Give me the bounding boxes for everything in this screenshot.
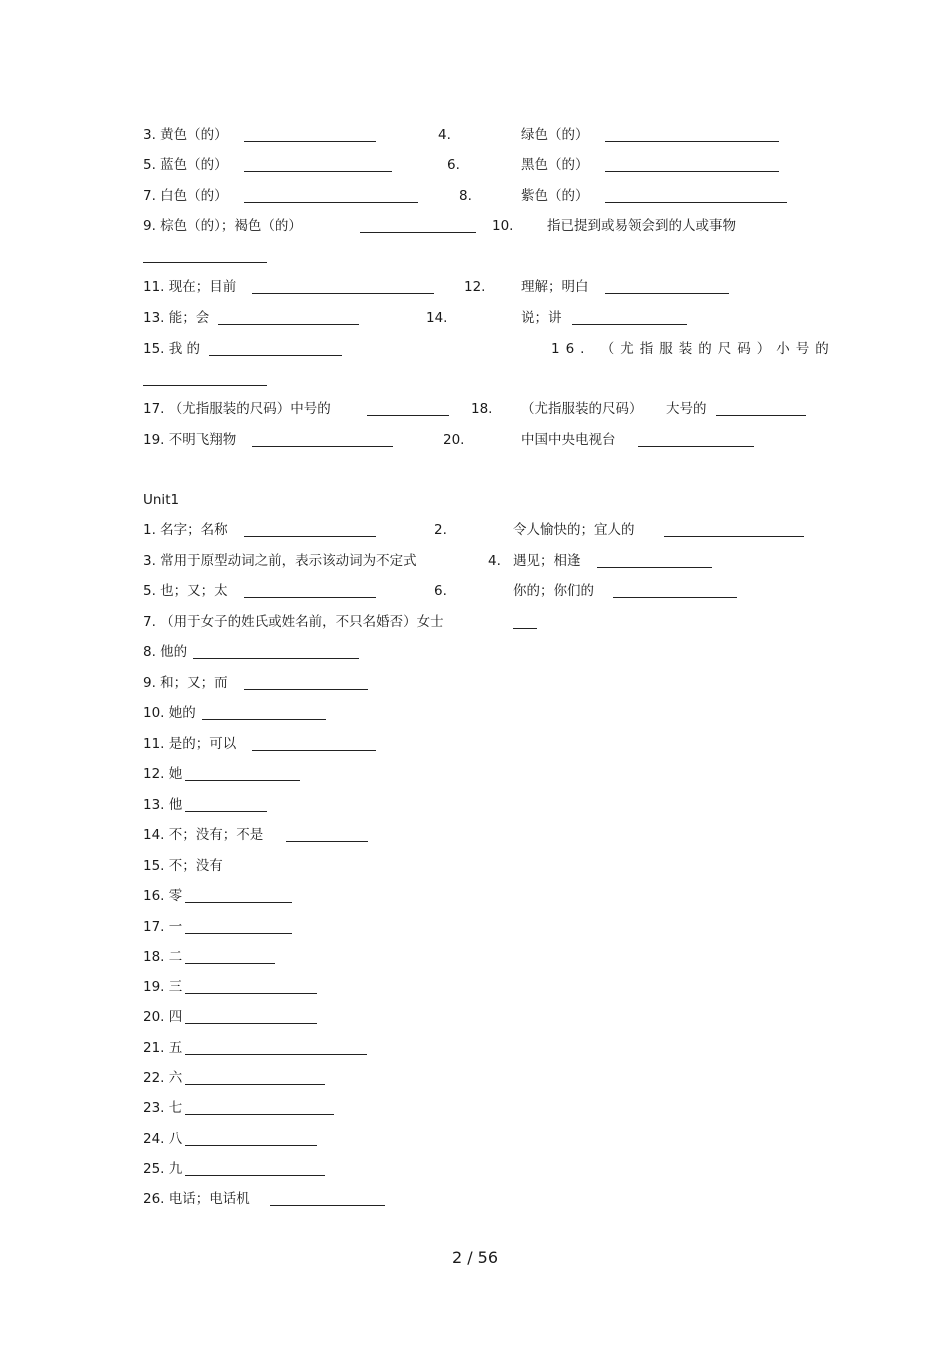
- answer-blank[interactable]: [605, 128, 779, 142]
- unit1-item-3: 3. 常用于原型动词之前，表示该动词为不定式: [143, 553, 417, 569]
- answer-blank[interactable]: [244, 523, 376, 537]
- answer-blank[interactable]: [613, 584, 737, 598]
- unit1-item-5: 5. 也；又；太: [143, 583, 228, 599]
- answer-blank[interactable]: [185, 1162, 325, 1176]
- answer-blank[interactable]: [513, 615, 537, 629]
- answer-blank[interactable]: [185, 1071, 325, 1085]
- vocab-item-17: 17. （尤指服装的尺码）中号的: [143, 401, 331, 417]
- unit1-item-10: 10. 她的: [143, 705, 196, 721]
- answer-blank[interactable]: [664, 523, 804, 537]
- unit1-item-22: 22. 六: [143, 1070, 183, 1086]
- answer-blank[interactable]: [244, 128, 376, 142]
- answer-blank[interactable]: [572, 311, 687, 325]
- answer-blank[interactable]: [605, 189, 787, 203]
- answer-blank[interactable]: [202, 706, 326, 720]
- page-number: 2 / 56: [451, 1248, 499, 1267]
- vocab-item-16: 16. （尤指服装的尺码）小号的: [551, 341, 835, 357]
- vocab-item-5: 5. 蓝色（的）: [143, 157, 228, 173]
- item-number: 4.: [438, 127, 451, 143]
- answer-blank[interactable]: [638, 433, 754, 447]
- answer-blank[interactable]: [286, 828, 368, 842]
- unit1-item-13: 13. 他: [143, 797, 183, 813]
- unit1-item-17: 17. 一: [143, 919, 183, 935]
- unit1-item-26: 26. 电话；电话机: [143, 1191, 250, 1207]
- unit1-item-16: 16. 零: [143, 888, 183, 904]
- answer-blank[interactable]: [185, 980, 317, 994]
- answer-blank[interactable]: [185, 889, 292, 903]
- answer-blank[interactable]: [605, 158, 779, 172]
- answer-blank[interactable]: [185, 920, 292, 934]
- unit1-item-11: 11. 是的；可以: [143, 736, 237, 752]
- vocab-item-18: （尤指服装的尺码）: [521, 401, 643, 417]
- item-number: 4.: [488, 553, 501, 569]
- answer-blank[interactable]: [244, 584, 376, 598]
- answer-blank[interactable]: [143, 372, 267, 386]
- unit1-item-4: 遇见；相逢: [513, 553, 581, 569]
- unit1-item-7: 7. （用于女子的姓氏或姓名前，不只名婚否）女士: [143, 614, 444, 630]
- item-number: 18.: [471, 401, 493, 417]
- vocab-item-9: 9. 棕色（的）；褐色（的）: [143, 218, 302, 234]
- unit1-item-25: 25. 九: [143, 1161, 183, 1177]
- item-number: 20.: [443, 432, 465, 448]
- answer-blank[interactable]: [185, 1010, 317, 1024]
- unit1-item-15: 15. 不；没有: [143, 858, 223, 874]
- vocab-item-11: 11. 现在；目前: [143, 279, 237, 295]
- answer-blank[interactable]: [597, 554, 712, 568]
- vocab-item-14: 说；讲: [521, 310, 562, 326]
- vocab-item-10: 指已提到或易领会到的人或事物: [547, 218, 736, 234]
- item-number: 2.: [434, 522, 447, 538]
- item-number: 12.: [464, 279, 486, 295]
- answer-blank[interactable]: [193, 645, 359, 659]
- vocab-item-3: [143, 126, 228, 144]
- answer-blank[interactable]: [185, 1041, 367, 1055]
- answer-blank[interactable]: [252, 433, 393, 447]
- answer-blank[interactable]: [252, 737, 376, 751]
- answer-blank[interactable]: [185, 950, 275, 964]
- unit1-item-1: 1. 名字；名称: [143, 522, 228, 538]
- answer-blank[interactable]: [252, 280, 434, 294]
- vocab-item-7: 7. 白色（的）: [143, 188, 228, 204]
- unit1-item-14: 14. 不；没有；不是: [143, 827, 264, 843]
- answer-blank[interactable]: [244, 158, 392, 172]
- answer-blank[interactable]: [244, 189, 418, 203]
- answer-blank[interactable]: [605, 280, 729, 294]
- unit1-item-20: 20. 四: [143, 1009, 183, 1025]
- unit1-item-23: 23. 七: [143, 1100, 183, 1116]
- vocab-item-15: 15. 我 的: [143, 341, 201, 357]
- answer-blank[interactable]: [185, 798, 267, 812]
- vocab-item-12: 理解；明白: [521, 279, 589, 295]
- item-number: 10.: [492, 218, 514, 234]
- answer-blank[interactable]: [209, 342, 342, 356]
- answer-blank[interactable]: [367, 402, 449, 416]
- vocab-item-19: 19. 不明飞翔物: [143, 432, 237, 448]
- answer-blank[interactable]: [143, 249, 267, 263]
- vocab-item-13: 13. 能；会: [143, 310, 210, 326]
- answer-blank[interactable]: [185, 1101, 334, 1115]
- vocab-item-6: 黑色（的）: [521, 157, 589, 173]
- vocab-item-8: 紫色（的）: [521, 188, 589, 204]
- unit1-item-18: 18. 二: [143, 949, 183, 965]
- vocab-item-20: 中国中央电视台: [521, 432, 616, 448]
- item-number: 6.: [434, 583, 447, 599]
- answer-blank[interactable]: [270, 1192, 385, 1206]
- answer-blank[interactable]: [185, 1132, 317, 1146]
- unit-heading: Unit1: [143, 492, 180, 508]
- item-number: 6.: [447, 157, 460, 173]
- item-text: 3. 黄色（的）: [143, 127, 228, 143]
- item-number: 8.: [459, 188, 472, 204]
- answer-blank[interactable]: [218, 311, 359, 325]
- item-number: 14.: [426, 310, 448, 326]
- unit1-item-21: 21. 五: [143, 1040, 183, 1056]
- unit1-item-24: 24. 八: [143, 1131, 183, 1147]
- unit1-item-8: 8. 他的: [143, 644, 188, 660]
- unit1-item-19: 19. 三: [143, 979, 183, 995]
- answer-blank[interactable]: [185, 767, 300, 781]
- answer-blank[interactable]: [716, 402, 806, 416]
- unit1-item-2: 令人愉快的；宜人的: [513, 522, 635, 538]
- vocab-item-4: 绿色（的）: [521, 127, 589, 143]
- answer-blank[interactable]: [360, 219, 476, 233]
- unit1-item-9: 9. 和；又；而: [143, 675, 228, 691]
- unit1-item-12: 12. 她: [143, 766, 183, 782]
- unit1-item-6: 你的；你们的: [513, 583, 594, 599]
- vocab-item-18-b: 大号的: [666, 401, 707, 417]
- answer-blank[interactable]: [244, 676, 368, 690]
